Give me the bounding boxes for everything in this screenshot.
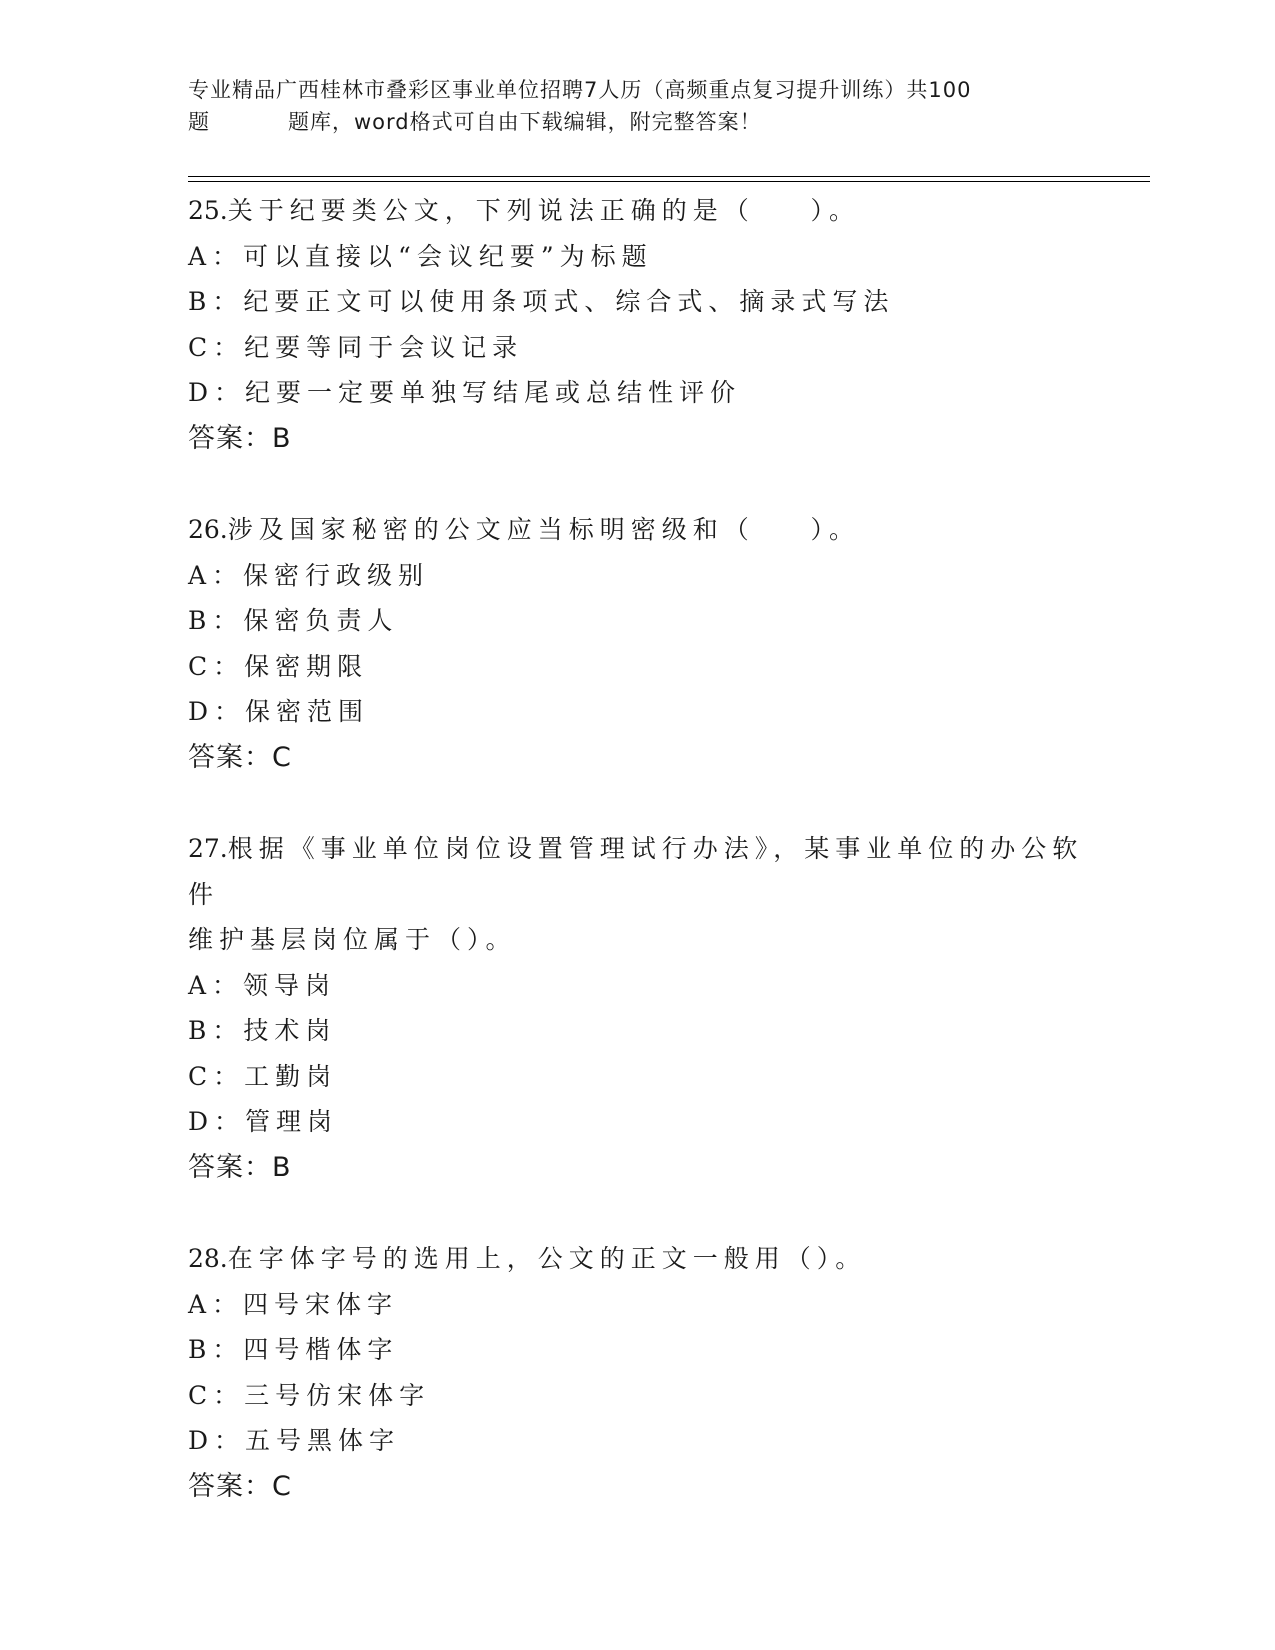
option-c: C：三号仿宋体字 (188, 1380, 431, 1410)
answer-line: 答案：C (188, 1470, 292, 1502)
option-d: D：管理岗 (188, 1107, 339, 1136)
option-d: D：保密范围 (188, 697, 370, 726)
question-stem-line: 关于纪要类公文，下列说法正确的是（ ）。 (227, 196, 861, 225)
question-28 (188, 1236, 1088, 1509)
question-stem-line: 根据《事业单位岗位设置管理试行办法》，某事业单位的办公软件 (188, 834, 1084, 909)
header-line-2 (188, 106, 1088, 138)
question-stem-continued: 维护基层岗位属于（）。 (188, 925, 517, 954)
document-header (188, 74, 1088, 138)
answer-line: 答案：B (188, 1151, 292, 1183)
question-number: 26. (188, 515, 228, 544)
option-d: D：五号黑体字 (188, 1426, 401, 1455)
question-stem-line: 涉及国家秘密的公文应当标明密级和（ ）。 (227, 515, 861, 544)
question-25 (188, 188, 1088, 461)
question-stem (188, 507, 1088, 553)
question-26 (188, 507, 1088, 780)
option-a: A：保密行政级别 (188, 560, 430, 590)
option-c: C：纪要等同于会议记录 (188, 332, 524, 362)
option-a: A：可以直接以“会议纪要”为标题 (188, 241, 653, 271)
option-a: A：四号宋体字 (188, 1289, 399, 1319)
question-stem (188, 1236, 1088, 1282)
question-27 (188, 826, 1088, 1190)
option-c: C：工勤岗 (188, 1061, 338, 1091)
option-b: B：四号楷体字 (188, 1335, 399, 1364)
option-b: B：纪要正文可以使用条项式、综合式、摘录式写法 (188, 287, 895, 316)
option-a: A：领导岗 (188, 970, 337, 1000)
header-rule-top (188, 176, 1150, 177)
answer-line: 答案：B (188, 422, 292, 454)
header-line-1: 专业精品广西桂林市叠彩区事业单位招聘7人历（高频重点复习提升训练）共100 (188, 78, 972, 102)
option-c: C：保密期限 (188, 651, 369, 681)
answer-line: 答案：C (188, 741, 292, 773)
question-number: 28. (188, 1244, 228, 1273)
question-stem (188, 188, 1088, 234)
option-b: B：保密负责人 (188, 606, 399, 635)
question-stem-line: 在字体字号的选用上，公文的正文一般用（）。 (227, 1244, 867, 1273)
header-line-2-right: 题库，word格式可自由下载编辑，附完整答案！ (288, 110, 762, 134)
option-b: B：技术岗 (188, 1016, 337, 1045)
question-number: 25. (188, 196, 228, 225)
option-d: D：纪要一定要单独写结尾或总结性评价 (188, 378, 742, 407)
header-line-2-left: 题 (188, 110, 210, 134)
question-number: 27. (188, 834, 228, 863)
header-rule-bottom (188, 181, 1150, 182)
question-list (188, 188, 1088, 1555)
question-stem (188, 826, 1088, 917)
